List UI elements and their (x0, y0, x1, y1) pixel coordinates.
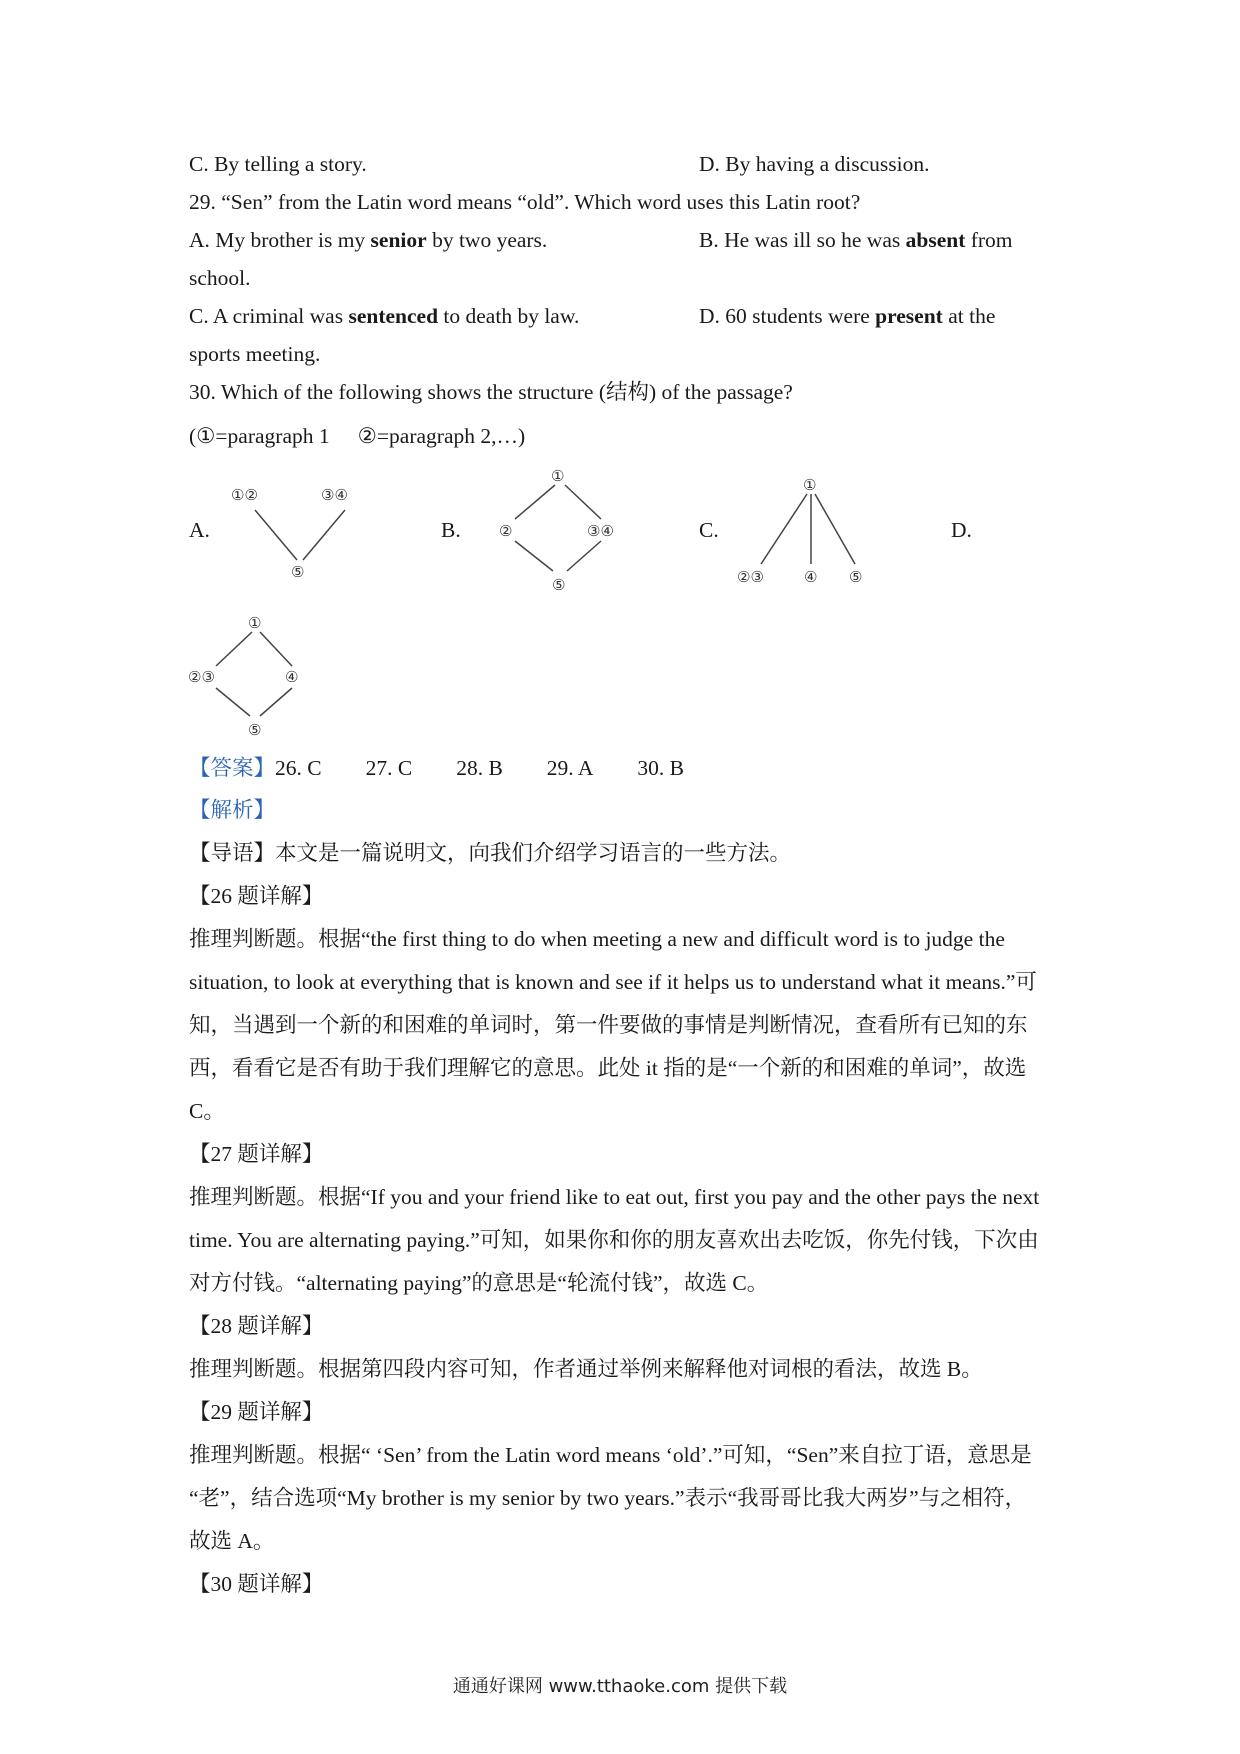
q29-c-bold: sentenced (348, 304, 439, 328)
guide-text: 本文是一篇说明文，向我们介绍学习语言的一些方法。 (275, 841, 792, 865)
answer-item: 28. B (456, 756, 503, 780)
q27-line: 对方付钱。“alternating paying”的意思是“轮流付钱”，故选 C。 (189, 1271, 769, 1295)
q29-d-text: D. 60 students were (699, 304, 876, 328)
diagram-b-node-right: ③④ (587, 522, 614, 540)
q26-line: situation, to look at everything that is known and see if it helps us to understand what it means.”可 (189, 970, 1037, 994)
q29-option-b-cont: school. (189, 266, 251, 290)
diagram-d-edge-2 (260, 632, 292, 666)
diagram-c-edge-1 (761, 494, 807, 564)
q26-line: 推理判断题。根据“the first thing to do when meeting a new and difficult word is to judge the (189, 927, 1005, 951)
q30-diagram-a (225, 478, 375, 593)
q29-option-d-cont: sports meeting. (189, 342, 321, 366)
answer-item: 27. C (365, 756, 413, 780)
diagram-b-node-top: ① (551, 467, 565, 485)
q29-d-text-end: at the (942, 304, 996, 328)
q30-legend (189, 426, 525, 448)
diagram-b-edge-3 (515, 541, 553, 571)
q30-stem: 30. Which of the following shows the structure (结构) of the passage? (189, 380, 793, 404)
q29-c-text: C. A criminal was (189, 304, 349, 328)
answer-item: 29. A (546, 756, 594, 780)
q30-option-a-label: A. (189, 518, 210, 542)
q29-line: 推理判断题。根据“ ‘Sen’ from the Latin word means ‘old’.”可知，“Sen”来自拉丁语，意思是 (189, 1443, 1032, 1467)
analysis-label: 【解析】 (189, 798, 276, 822)
diagram-c-node-b2: ④ (804, 568, 818, 586)
q29-b-bold: absent (905, 228, 966, 252)
diagram-c-node-b3: ⑤ (849, 568, 863, 586)
q28-heading: 【28 题详解】 (189, 1314, 324, 1338)
diagram-d-edge-1 (216, 632, 252, 666)
q26-line: 西，看看它是否有助于我们理解它的意思。此处 it 指的是“一个新的和困难的单词”，故选 (189, 1056, 1027, 1080)
diagram-b-edge-2 (565, 485, 601, 519)
answer-item: 30. B (637, 756, 684, 780)
q29-a-text-end: by two years. (426, 228, 548, 252)
q29-c-text-end: to death by law. (438, 304, 580, 328)
diagram-d-edge-4 (260, 688, 292, 716)
q30-diagram-c (733, 472, 883, 597)
q29-heading: 【29 题详解】 (189, 1400, 324, 1424)
q30-option-c-label: C. (699, 518, 719, 542)
diagram-d-svg (188, 610, 318, 740)
diagram-a-edge-right (303, 510, 345, 560)
diagram-b-node-left: ② (499, 522, 513, 540)
q29-d-bold: present (875, 304, 943, 328)
diagram-d-node-right: ④ (285, 668, 299, 686)
diagram-b-edge-1 (515, 485, 555, 519)
q29-a-bold: senior (370, 228, 427, 252)
q30-legend-1: (①=paragraph 1 (189, 424, 330, 448)
answer-line (189, 758, 728, 780)
diagram-b-svg (495, 463, 635, 593)
q29-option-b (699, 230, 1013, 252)
diagram-a-node-top-left: ①② (231, 486, 258, 504)
q29-line: 故选 A。 (189, 1529, 275, 1553)
q30-legend-2: ②=paragraph 2,…) (357, 424, 526, 448)
q28-option-d: D. By having a discussion. (699, 152, 930, 176)
diagram-c-node-top: ① (803, 476, 817, 494)
diagram-a-node-top-right: ③④ (321, 486, 348, 504)
guide-label: 【导语】 (189, 841, 276, 865)
q26-line: C。 (189, 1099, 225, 1123)
diagram-b-edge-4 (567, 541, 601, 571)
q26-line: 知，当遇到一个新的和困难的单词时，第一件要做的事情是判断情况，查看所有已知的东 (189, 1013, 1028, 1037)
diagram-c-svg (733, 472, 883, 592)
q30-diagram-d (188, 610, 318, 745)
diagram-d-node-left: ②③ (188, 668, 215, 686)
diagram-a-edge-left (255, 510, 297, 560)
diagram-a-svg (225, 478, 375, 588)
q27-heading: 【27 题详解】 (189, 1142, 324, 1166)
q28-option-c: C. By telling a story. (189, 152, 367, 176)
diagram-d-node-bottom: ⑤ (248, 721, 262, 739)
diagram-c-node-b1: ②③ (737, 568, 764, 586)
guide-line (189, 843, 791, 865)
q29-option-c (189, 306, 579, 328)
q30-option-d-label: D. (951, 518, 972, 542)
q27-line: time. You are alternating paying.”可知，如果你和你的朋友喜欢出去吃饭，你先付钱，下次由 (189, 1228, 1039, 1252)
q28-line: 推理判断题。根据第四段内容可知，作者通过举例来解释他对词根的看法，故选 B。 (189, 1357, 983, 1381)
diagram-b-node-bottom: ⑤ (552, 576, 566, 594)
q30-diagram-b (495, 463, 635, 598)
q29-b-text: B. He was ill so he was (699, 228, 906, 252)
q26-heading: 【26 题详解】 (189, 884, 324, 908)
q29-line: “老”，结合选项“My brother is my senior by two years.”表示“我哥哥比我大两岁”与之相符， (189, 1486, 1027, 1510)
q27-line: 推理判断题。根据“If you and your friend like to eat out, first you pay and the other pays the next (189, 1185, 1040, 1209)
diagram-d-edge-3 (216, 688, 250, 716)
q29-option-d (699, 306, 995, 328)
q29-a-text: A. My brother is my (189, 228, 371, 252)
diagram-a-node-bottom: ⑤ (291, 563, 305, 581)
q30-option-b-label: B. (441, 518, 461, 542)
q29-option-a (189, 230, 547, 252)
q29-stem: 29. “Sen” from the Latin word means “old”. Which word uses this Latin root? (189, 190, 861, 214)
diagram-d-node-top: ① (248, 614, 262, 632)
answer-item: 26. C (275, 756, 322, 780)
q29-b-text-end: from (965, 228, 1013, 252)
q30-heading: 【30 题详解】 (189, 1572, 324, 1596)
diagram-c-edge-3 (815, 494, 855, 564)
answer-label: 【答案】 (189, 756, 276, 780)
page-footer: 通通好课网 www.tthaoke.com 提供下载 (452, 1676, 788, 1697)
